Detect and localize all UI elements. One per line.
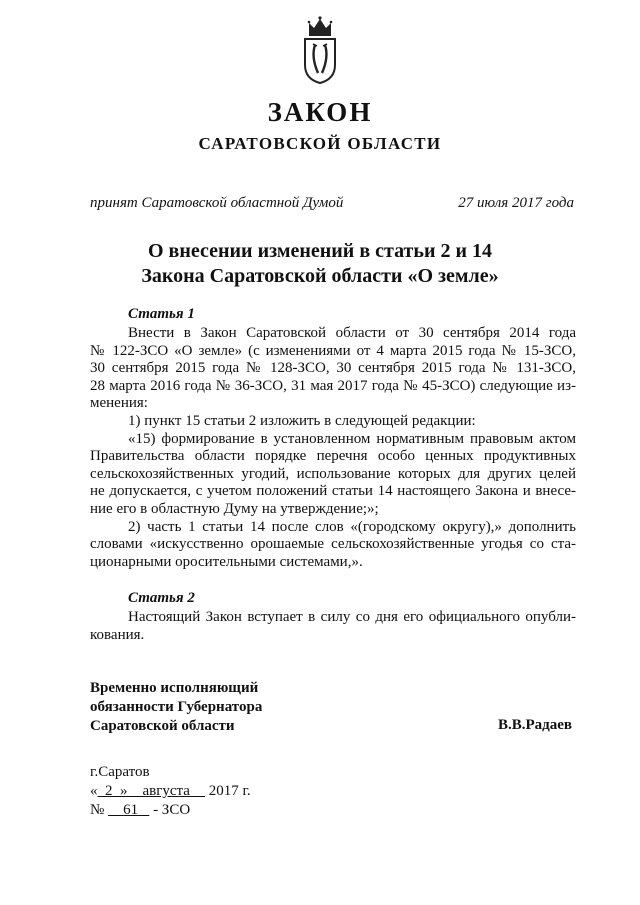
text-line: Внести в Закон Саратовской области от 30 сентября 2014 года	[128, 325, 576, 341]
signing-city: г.Саратов	[90, 764, 150, 780]
signing-year: 2017 г.	[208, 783, 251, 799]
number-sign: №	[90, 802, 105, 818]
quote-open: «	[90, 783, 98, 799]
signer-name: В.В.Радаев	[497, 717, 572, 733]
text-line: 1) пункт 15 статьи 2 изложить в следующей редакции:	[128, 412, 476, 429]
text-line: словами «искусственно орошаемые сельскохозяйственные угодья со ста-	[90, 536, 576, 553]
article-2-title: Статья 2	[128, 590, 195, 606]
adopted-by: принят Саратовской областной Думой	[90, 195, 344, 211]
article-2-text	[90, 609, 576, 644]
text-line: менения:	[90, 395, 148, 412]
text-line: 2) часть 1 статьи 14 после слов «(городскому округу),» дополнить	[128, 518, 576, 535]
signing-day: 2 » августа	[105, 783, 190, 799]
text-line: 30 сентября 2015 года № 128-ЗСО, 30 сентября 2015 года № 131-ЗСО,	[90, 360, 576, 377]
law-suffix: - ЗСО	[153, 802, 191, 818]
position-line: обязанности Губернатора	[90, 699, 263, 715]
text-line: ционарными оросительными системами,».	[90, 553, 363, 570]
saratov-coat-of-arms-icon	[301, 15, 339, 85]
signing-details	[90, 763, 251, 820]
text-line: Правительства области порядке перечня особо ценных продуктивных	[90, 448, 576, 465]
signing-month: августа	[142, 783, 190, 799]
position-line: Саратовской области	[90, 718, 235, 734]
signing-date	[90, 782, 251, 801]
adopted-date: 27 июля 2017 года	[458, 195, 574, 211]
law-number-value: 61	[123, 802, 139, 818]
heading-line: Закона Саратовской области «О земле»	[141, 265, 499, 287]
text-line: сельскохозяйственных угодий, использование которых для других целей	[90, 465, 576, 482]
law-number	[90, 801, 251, 820]
position-line: Временно исполняющий	[90, 680, 259, 696]
heading-line: О внесении изменений в статьи 2 и 14	[148, 240, 492, 262]
article-1-text	[90, 325, 576, 571]
article-1-title: Статья 1	[128, 306, 195, 322]
text-line: № 122-ЗСО «О земле» (с изменениями от 4 марта 2015 года № 15-ЗСО,	[90, 342, 576, 359]
law-subtitle: САРАТОВСКОЙ ОБЛАСТИ	[198, 134, 442, 153]
text-line: кования.	[90, 626, 145, 643]
text-line: не допускается, с учетом положений статьи 14 настоящего Закона и внесе-	[90, 483, 576, 500]
governor-position	[90, 679, 262, 736]
document-heading	[0, 239, 640, 289]
text-line: 28 марта 2016 года № 36-ЗСО, 31 мая 2017 года № 45-ЗСО) следующие из-	[90, 377, 576, 394]
text-line: Настоящий Закон вступает в силу со дня его официального опубли-	[128, 609, 576, 625]
text-line: ние его в областную Думу на утверждение;»;	[90, 500, 379, 517]
text-line: «15) формирование в установленном нормативным правовым актом	[128, 430, 576, 447]
law-title: ЗАКОН	[267, 97, 373, 127]
